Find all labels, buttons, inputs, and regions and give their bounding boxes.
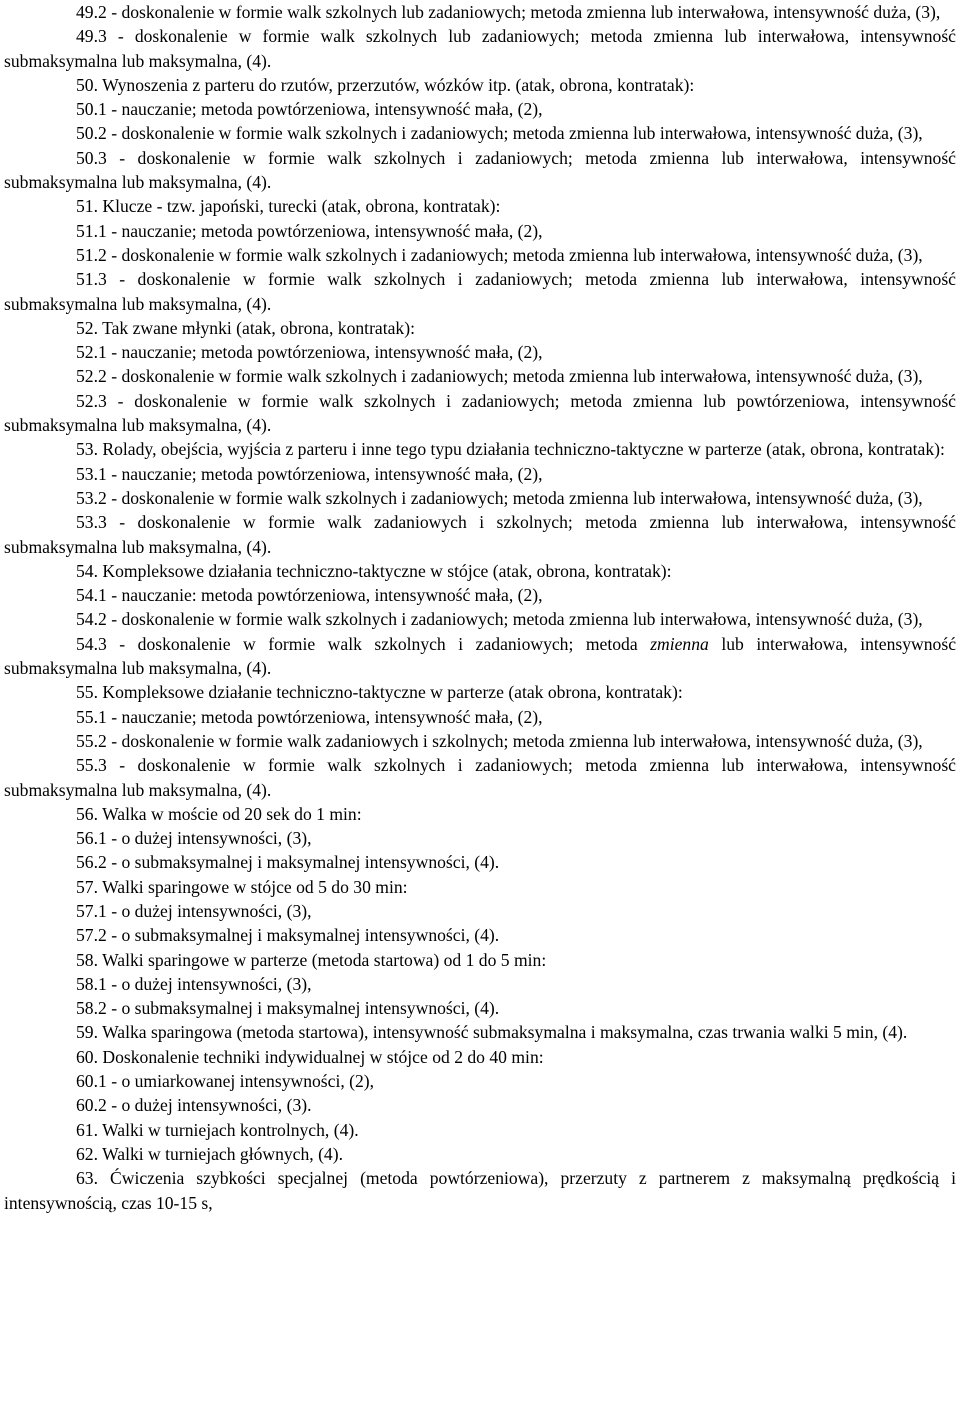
paragraph-52-2: 52.2 - doskonalenie w formie walk szkolnych i zadaniowych; metoda zmienna lub interwałowa, intensywność duża, (3), <box>76 366 923 387</box>
paragraph-54-2: 54.2 - doskonalenie w formie walk szkolnych i zadaniowych; metoda zmienna lub interwałowa, intensywność duża, (3), <box>76 609 923 630</box>
paragraph-60-2: 60.2 - o dużej intensywności, (3). <box>76 1095 312 1116</box>
heading-61: 61. Walki w turniejach kontrolnych, (4). <box>76 1119 359 1140</box>
paragraph-50-2: 50.2 - doskonalenie w formie walk szkolnych i zadaniowych; metoda zmienna lub interwałowa, intensywność duża, (3), <box>76 123 923 144</box>
heading-55: 55. Kompleksowe działanie techniczno-taktyczne w parterze (atak obrona, kontratak): <box>76 682 683 703</box>
heading-63: 63. Ćwiczenia szybkości specjalnej (metoda powtórzeniowa), przerzuty z partnerem z maksymalną prędkością i intensywnością, czas 10-15 s, <box>4 1168 956 1213</box>
paragraph-57-2: 57.2 - o submaksymalnej i maksymalnej intensywności, (4). <box>76 925 500 946</box>
heading-51: 51. Klucze - tzw. japoński, turecki (atak, obrona, kontratak): <box>76 196 501 217</box>
paragraph-60-1: 60.1 - o umiarkowanej intensywności, (2), <box>76 1071 375 1092</box>
heading-56: 56. Walka w moście od 20 sek do 1 min: <box>76 803 362 824</box>
paragraph-52-3: 52.3 - doskonalenie w formie walk szkolnych i zadaniowych; metoda zmienna lub powtórzeniowa, intensywność submaksymalna lub maksymalna, (4). <box>4 390 956 436</box>
heading-53: 53. Rolady, obejścia, wyjścia z parteru i inne tego typu działania techniczno-taktyczne w parterze (atak, obrona, kontratak): <box>76 439 945 460</box>
paragraph-58-2: 58.2 - o submaksymalnej i maksymalnej intensywności, (4). <box>76 998 500 1019</box>
heading-50: 50. Wynoszenia z parteru do rzutów, przerzutów, wózków itp. (atak, obrona, kontratak): <box>76 74 695 95</box>
heading-52: 52. Tak zwane młynki (atak, obrona, kontratak): <box>76 317 415 338</box>
paragraph-57-1: 57.1 - o dużej intensywności, (3), <box>76 900 312 921</box>
paragraph-55-1: 55.1 - nauczanie; metoda powtórzeniowa, intensywność mała, (2), <box>76 706 543 727</box>
paragraph-53-1: 53.1 - nauczanie; metoda powtórzeniowa, intensywność mała, (2), <box>76 463 543 484</box>
paragraph-51-3: 51.3 - doskonalenie w formie walk szkolnych i zadaniowych; metoda zmienna lub interwałowa, intensywność submaksymalna lub maksymalna, (4). <box>4 269 956 314</box>
paragraph-54-3-before: 54.3 - doskonalenie w formie walk szkolnych i zadaniowych; metoda <box>76 633 651 654</box>
paragraph-54-3-italic: zmienna <box>650 633 709 654</box>
heading-57: 57. Walki sparingowe w stójce od 5 do 30 min: <box>76 876 408 897</box>
paragraph-51-2: 51.2 - doskonalenie w formie walk szkolnych i zadaniowych; metoda zmienna lub interwałowa, intensywność duża, (3), <box>76 244 923 265</box>
paragraph-51-1: 51.1 - nauczanie; metoda powtórzeniowa, intensywność mała, (2), <box>76 220 543 241</box>
paragraph-50-1: 50.1 - nauczanie; metoda powtórzeniowa, intensywność mała, (2), <box>76 99 543 120</box>
heading-58: 58. Walki sparingowe w parterze (metoda startowa) od 1 do 5 min: <box>76 949 547 970</box>
paragraph-49-3: 49.3 - doskonalenie w formie walk szkolnych lub zadaniowych; metoda zmienna lub interwałowa, intensywność submaksymalna lub maksymalna, (4). <box>4 26 956 71</box>
paragraph-58-1: 58.1 - o dużej intensywności, (3), <box>76 973 312 994</box>
heading-62: 62. Walki w turniejach głównych, (4). <box>76 1143 343 1164</box>
heading-54: 54. Kompleksowe działania techniczno-taktyczne w stójce (atak, obrona, kontratak): <box>76 560 672 581</box>
paragraph-54-3-after: lub interwałowa, intensywność submaksymalna lub maksymalna, (4). <box>4 633 956 679</box>
paragraph-55-2: 55.2 - doskonalenie w formie walk zadaniowych i szkolnych; metoda zmienna lub interwałowa, intensywność duża, (3), <box>76 730 923 751</box>
paragraph-53-3: 53.3 - doskonalenie w formie walk zadaniowych i szkolnych; metoda zmienna lub interwałowa, intensywność submaksymalna lub maksymalna, (4). <box>4 512 956 557</box>
paragraph-50-3: 50.3 - doskonalenie w formie walk szkolnych i zadaniowych; metoda zmienna lub interwałowa, intensywność submaksymalna lub maksymalna, (4). <box>4 147 956 193</box>
heading-60: 60. Doskonalenie techniki indywidualnej w stójce od 2 do 40 min: <box>76 1046 544 1067</box>
paragraph-56-2: 56.2 - o submaksymalnej i maksymalnej intensywności, (4). <box>76 852 500 873</box>
paragraph-49-2: 49.2 - doskonalenie w formie walk szkolnych lub zadaniowych; metoda zmienna lub interwałowa, intensywność duża, (3), <box>76 2 941 22</box>
heading-59: 59. Walka sparingowa (metoda startowa), intensywność submaksymalna i maksymalna, czas trwania walki 5 min, (4). <box>76 1022 908 1043</box>
paragraph-54-3 <box>4 632 956 681</box>
paragraph-54-1: 54.1 - nauczanie: metoda powtórzeniowa, intensywność mała, (2), <box>76 585 543 606</box>
paragraph-52-1: 52.1 - nauczanie; metoda powtórzeniowa, intensywność mała, (2), <box>76 342 543 363</box>
paragraph-53-2: 53.2 - doskonalenie w formie walk szkolnych i zadaniowych; metoda zmienna lub interwałowa, intensywność duża, (3), <box>76 487 923 508</box>
paragraph-55-3: 55.3 - doskonalenie w formie walk szkolnych i zadaniowych; metoda zmienna lub interwałowa, intensywność submaksymalna lub maksymalna, (4). <box>4 755 956 800</box>
paragraph-56-1: 56.1 - o dużej intensywności, (3), <box>76 828 312 849</box>
